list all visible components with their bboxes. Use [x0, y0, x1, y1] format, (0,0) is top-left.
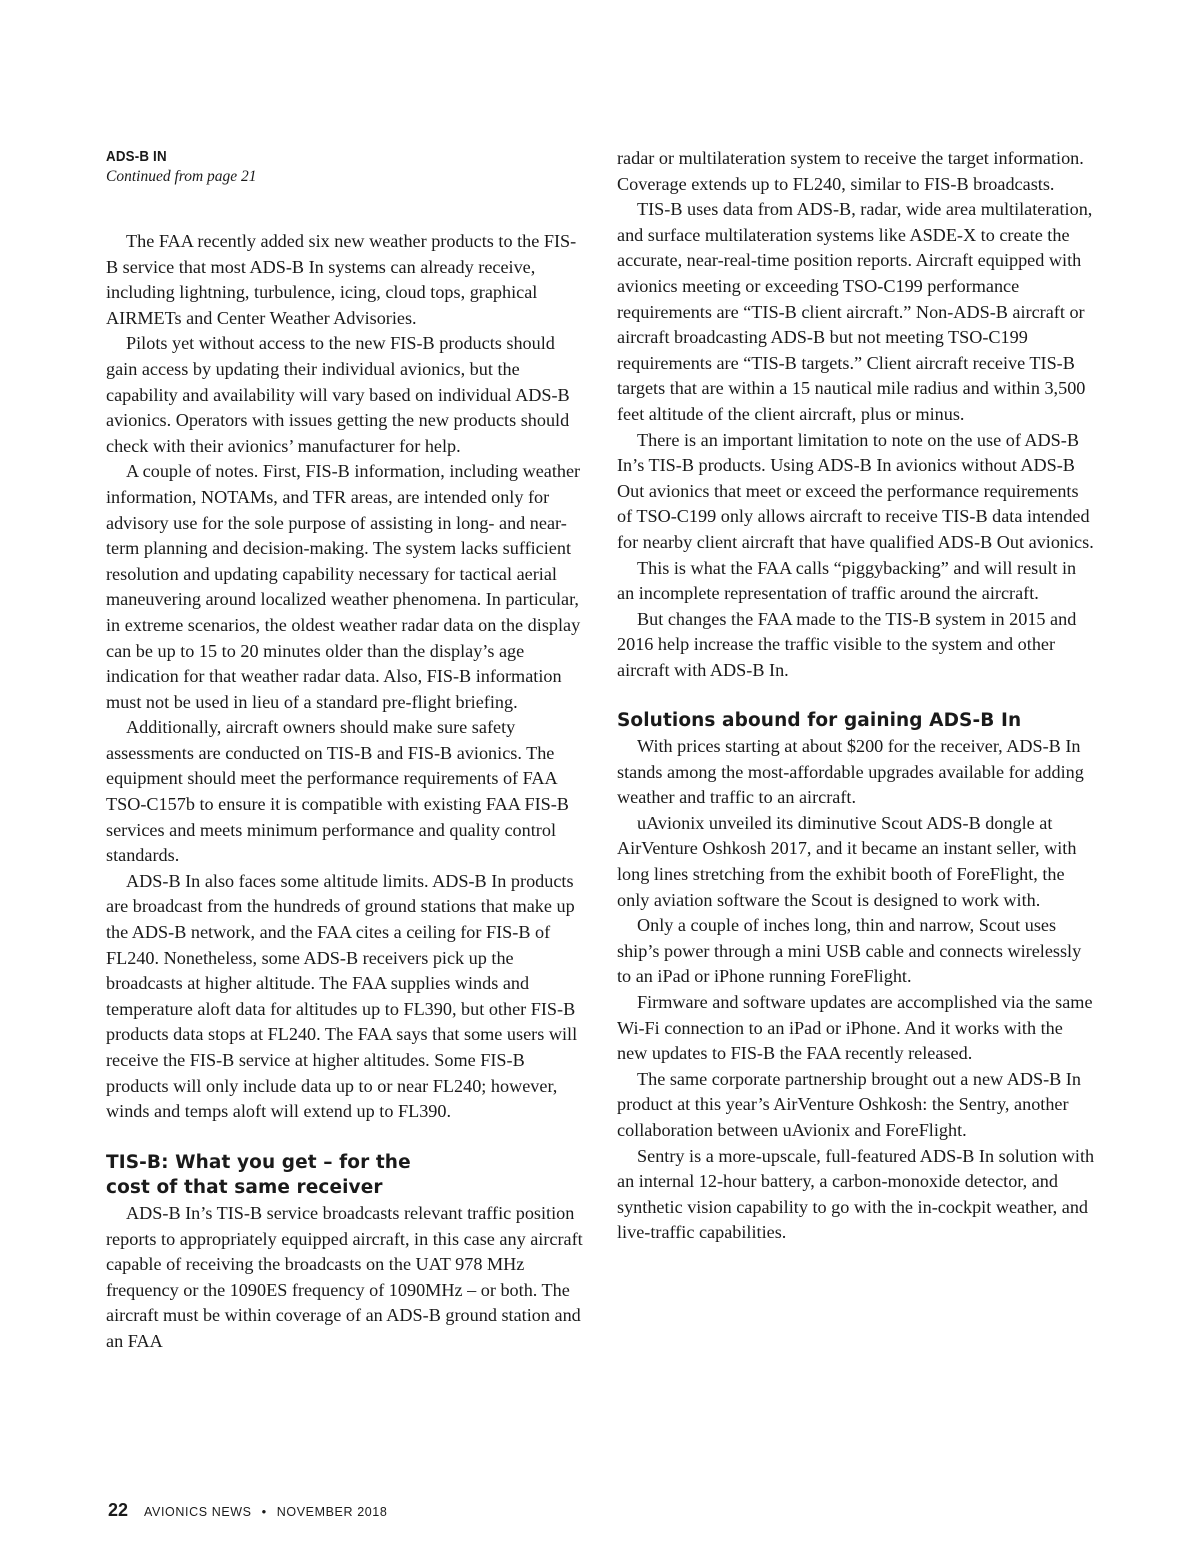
solutions-subhead: Solutions abound for gaining ADS-B In [617, 710, 1022, 732]
article-paragraph: ADS-B In’s TIS-B service broadcasts relevant traffic position reports to appropriately equipped aircraft, in this case any aircraft capable of receiving the broadcasts on the UAT 978 MHz frequency or the 1090ES frequency of 1090MHz – or both. The aircraft must be within coverage of an ADS-B ground station and an FAA [106, 1202, 583, 1351]
subhead-line: TIS-B: What you get – for the [106, 1151, 411, 1173]
article-paragraph: This is what the FAA calls “piggybacking” and will result in an incomplete representation of traffic around the aircraft. [617, 557, 1077, 604]
article-paragraph: Firmware and software updates are accomplished via the same Wi-Fi connection to an iPad or iPhone. And it works with the new updates to FIS-B the FAA recently released. [617, 992, 1093, 1064]
article-paragraph: Additionally, aircraft owners should make sure safety assessments are conducted on TIS-B and FIS-B avionics. The equipment should meet the performance requirements of FAA TSO-C157b to ensure it is compatible with existing FAA FIS-B services and meets minimum performance and quality control standards. [106, 717, 569, 866]
article-paragraph-continued: radar or multilateration system to receive the target information. Coverage extends up to FL240, similar to FIS-B broadcasts. [617, 148, 1084, 194]
article-paragraph: Pilots yet without access to the new FIS-B products should gain access by updating their individual avionics, but the capability and availability will vary based on individual ADS-B avionics. Operators with issues getting the new products should check with their avionics’ manufacturer for help. [106, 333, 570, 456]
right-body-part1 [617, 197, 1097, 683]
article-paragraph: There is an important limitation to note on the use of ADS-B In’s TIS-B products. Using ADS-B In avionics without ADS-B Out avionics that meet or exceed the performance requirements of TSO-C199 only allows aircraft to receive TIS-B data intended for nearby client aircraft that have qualified ADS-B Out avionics. [617, 429, 1094, 552]
article-paragraph: The FAA recently added six new weather products to the FIS-B service that most ADS-B In systems can already receive, including lightning, turbulence, icing, cloud tops, graphical AIRMETs and Center Weather Advisories. [106, 231, 577, 328]
left-body-part1 [106, 229, 584, 1125]
left-column [106, 146, 584, 1355]
footer-separator: • [261, 1504, 267, 1519]
publication-name: AVIONICS NEWS [144, 1505, 252, 1519]
article-paragraph: TIS-B uses data from ADS-B, radar, wide area multilateration, and surface multilateration systems like ASDE-X to create the accurate, near-real-time position reports. Aircraft equipped with avionics meeting or exceeding TSO-C199 performance requirements are “TIS-B client aircraft.” Non-ADS-B aircraft or aircraft broadcasting ADS-B but not meeting TSO-C199 requirements are “TIS-B targets.” Client aircraft receive TIS-B targets that are within a 15 nautical mile radius and within 3,500 feet altitude of the client aircraft, plus or minus. [617, 199, 1093, 424]
section-tag: ADS-B IN [106, 149, 167, 165]
article-paragraph: With prices starting at about $200 for the receiver, ADS-B In stands among the most-affordable upgrades available for adding weather and traffic to an aircraft. [617, 736, 1084, 808]
right-column [617, 146, 1097, 1246]
page-number: 22 [108, 1500, 129, 1520]
left-body-part2 [106, 1201, 584, 1355]
subhead-line: cost of that same receiver [106, 1177, 383, 1199]
article-paragraph: ADS-B In also faces some altitude limits. ADS-B In products are broadcast from the hundreds of ground stations that make up the ADS-B network, and the FAA cites a ceiling for FIS-B of FL240. Nonetheless, some ADS-B receivers pick up the broadcasts at higher altitude. The FAA supplies winds and temperature aloft data for altitudes up to FL390, but other FIS-B products data stops at FL240. The FAA says that some users will receive the FIS-B service at higher altitudes. Some FIS-B products will only include data up to or near FL240; however, winds and temps aloft will extend up to FL390. [106, 870, 578, 1122]
article-paragraph: But changes the FAA made to the TIS-B system in 2015 and 2016 help increase the traffic visible to the system and other aircraft with ADS-B In. [617, 608, 1077, 680]
article-paragraph: A couple of notes. First, FIS-B information, including weather information, NOTAMs, and TFR areas, are intended only for advisory use for the sole purpose of assisting in long- and near-term planning and decision-making. The system lacks sufficient resolution and updating capability necessary for tactical aerial maneuvering around localized weather phenomena. In particular, in extreme scenarios, the oldest weather radar data on the display can be up to 15 to 20 minutes older than the display’s age indication for that weather radar data. Also, FIS-B information must not be used in lieu of a standard pre-flight briefing. [106, 461, 581, 712]
article-paragraph: Sentry is a more-upscale, full-featured ADS-B In solution with an internal 12-hour battery, a carbon-monoxide detector, and synthetic vision capability to go with the in-cockpit weather, and live-traffic capabilities. [617, 1145, 1095, 1243]
article-paragraph: uAvionix unveiled its diminutive Scout ADS-B dongle at AirVenture Oshkosh 2017, and it became an instant seller, with long lines stretching from the exhibit booth of ForeFlight, the only aviation software the Scout is designed to work with. [617, 812, 1077, 910]
article-paragraph: The same corporate partnership brought out a new ADS-B In product at this year’s AirVenture Oshkosh: the Sentry, another collaboration between uAvionix and ForeFlight. [617, 1068, 1081, 1140]
continued-note: Continued from page 21 [106, 168, 257, 185]
right-body-part2 [617, 734, 1097, 1246]
tis-b-subhead [106, 1150, 584, 1201]
issue-date: NOVEMBER 2018 [276, 1505, 388, 1519]
page-footer [108, 1500, 387, 1521]
article-paragraph: Only a couple of inches long, thin and narrow, Scout uses ship’s power through a mini USB cable and connects wirelessly to an iPad or iPhone running ForeFlight. [617, 915, 1082, 987]
